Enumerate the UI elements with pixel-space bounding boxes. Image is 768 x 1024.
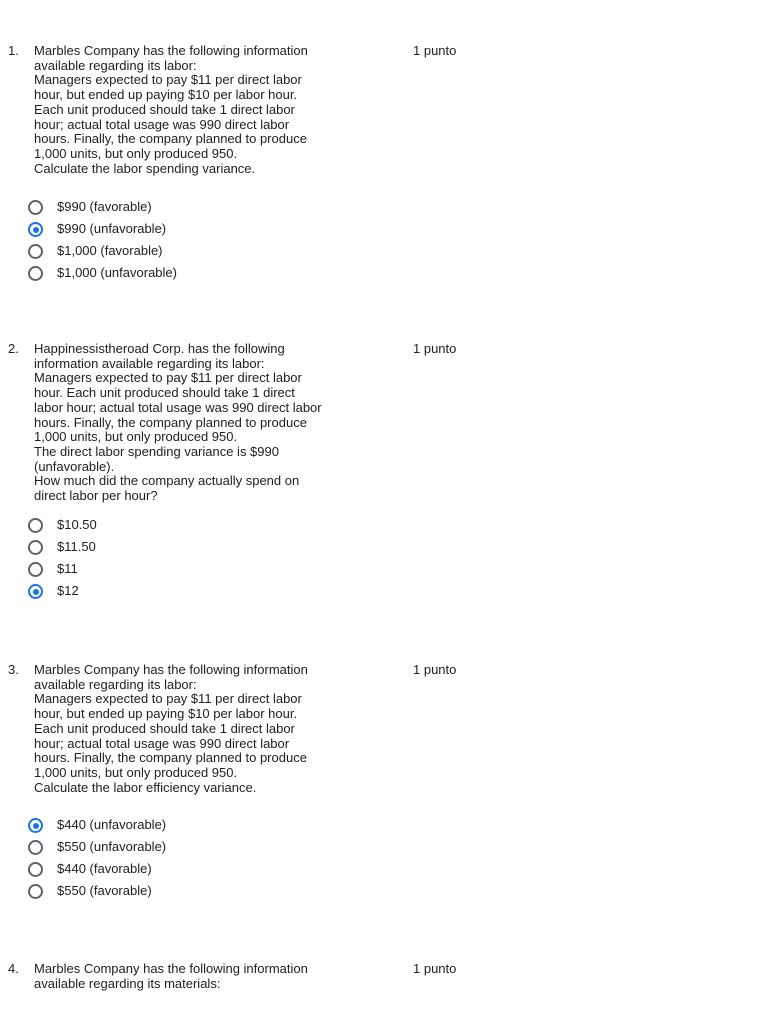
radio-button-icon[interactable]	[28, 562, 43, 577]
radio-button-icon[interactable]	[28, 518, 43, 533]
answer-options	[28, 816, 328, 904]
radio-button-icon[interactable]	[28, 862, 43, 877]
question-points: 1 punto	[413, 341, 457, 356]
answer-option-label: $12	[57, 583, 79, 598]
question-number: 4.	[8, 961, 19, 976]
question-text: Marbles Company has the following information available regarding its labor: Managers expected to pay $11 per direct labor hour, but ended up paying $10 per labor hour. Each unit produced should take 1 direct labor hour; actual total usage was 990 direct labor hours. Finally, the company planned to produce 1,000 units, but only produced 950. Calculate the labor spending variance.	[34, 43, 308, 176]
radio-button-icon[interactable]	[28, 540, 43, 555]
answer-option-label: $550 (favorable)	[57, 883, 152, 898]
radio-button-checked-icon[interactable]	[28, 222, 43, 237]
answer-option[interactable]	[28, 860, 328, 882]
answer-option-label: $990 (unfavorable)	[57, 221, 167, 236]
answer-option[interactable]	[28, 264, 328, 286]
answer-option[interactable]	[28, 882, 328, 904]
radio-button-checked-icon[interactable]	[28, 818, 43, 833]
question-text: Marbles Company has the following information available regarding its labor: Managers expected to pay $11 per direct labor hour, but ended up paying $10 per labor hour. Each unit produced should take 1 direct labor hour; actual total usage was 990 direct labor hours. Finally, the company planned to produce 1,000 units, but only produced 950. Calculate the labor efficiency variance.	[34, 662, 308, 795]
answer-option-label: $11	[57, 561, 78, 576]
question-points: 1 punto	[413, 43, 457, 58]
answer-option[interactable]	[28, 516, 328, 538]
question-number: 2.	[8, 341, 19, 356]
question-number: 1.	[8, 43, 19, 58]
radio-button-icon[interactable]	[28, 266, 43, 281]
answer-option[interactable]	[28, 198, 328, 220]
question-points: 1 punto	[413, 662, 457, 677]
answer-option-label: $1,000 (unfavorable)	[57, 265, 177, 280]
answer-option-label: $10.50	[57, 517, 97, 532]
radio-button-icon[interactable]	[28, 244, 43, 259]
answer-option[interactable]	[28, 538, 328, 560]
question-text: Marbles Company has the following information available regarding its materials:	[34, 961, 308, 991]
answer-options	[28, 198, 328, 286]
radio-button-icon[interactable]	[28, 884, 43, 899]
answer-option-label: $440 (unfavorable)	[57, 817, 167, 832]
answer-option[interactable]	[28, 242, 328, 264]
answer-option-label: $440 (favorable)	[57, 861, 152, 876]
answer-option-label: $990 (favorable)	[57, 199, 152, 214]
answer-option[interactable]	[28, 582, 328, 604]
question-text: Happinessistheroad Corp. has the following information available regarding its labor: Managers expected to pay $11 per direct labor hour. Each unit produced should take 1 direct labor hour; actual total usage was 990 direct labor hours. Finally, the company planned to produce 1,000 units, but only produced 950. The direct labor spending variance is $990 (unfavorable). How much did the company actually spend on direct labor per hour?	[34, 341, 322, 504]
answer-options	[28, 516, 328, 604]
answer-option-label: $550 (unfavorable)	[57, 839, 167, 854]
answer-option[interactable]	[28, 838, 328, 860]
answer-option[interactable]	[28, 560, 328, 582]
answer-option[interactable]	[28, 220, 328, 242]
question-points: 1 punto	[413, 961, 457, 976]
radio-button-icon[interactable]	[28, 840, 43, 855]
answer-option-label: $1,000 (favorable)	[57, 243, 163, 258]
radio-button-checked-icon[interactable]	[28, 584, 43, 599]
radio-button-icon[interactable]	[28, 200, 43, 215]
question-number: 3.	[8, 662, 19, 677]
answer-option[interactable]	[28, 816, 328, 838]
answer-option-label: $11.50	[57, 539, 96, 554]
